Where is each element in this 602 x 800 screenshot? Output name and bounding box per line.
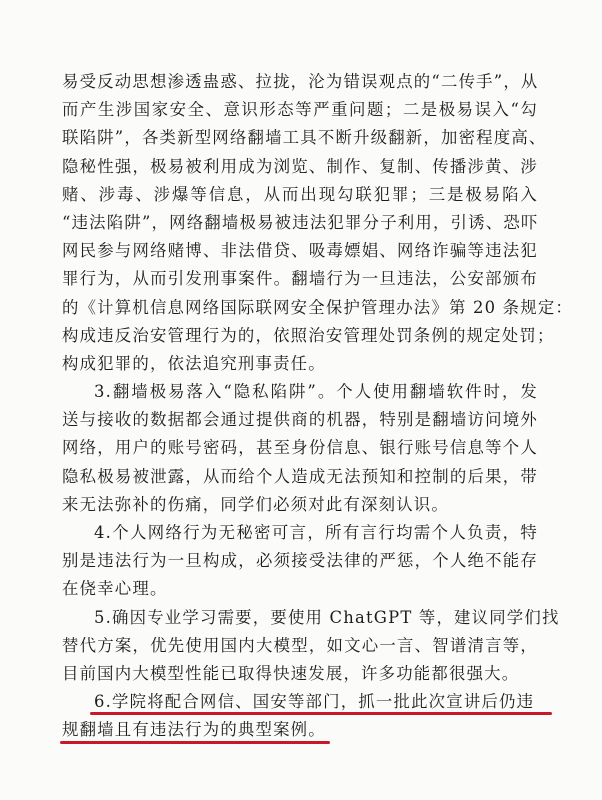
text-line: 替代方案，优先使用国内大模型，如文心一言、智谱清言等，: [62, 635, 538, 655]
item-5-first-line: 5.确因专业学习需要，要使用 ChatGPT 等，建议同学们找: [94, 607, 560, 627]
item-6-second-line: [62, 716, 538, 744]
item-4-first-line: 4.个人网络行为无秘密可言，所有言行均需个人负责，特: [94, 523, 538, 542]
item-6-first-line: [62, 688, 538, 716]
text-line: 赌、涉毒、涉爆等信息，从而出现勾联犯罪；三是极易陷入: [62, 184, 538, 204]
text-line: 而产生涉国家安全、意识形态等严重问题；二是极易误入“勾: [62, 100, 538, 120]
text-line: 隐秘性强，极易被利用成为浏览、制作、复制、传播涉黄、涉: [62, 156, 538, 176]
text-line: 的《计算机信息网络国际联网安全保护管理办法》第 20 条规定：: [62, 297, 574, 317]
text-line: 联陷阱”，各类新型网络翻墙工具不断升级翻新，加密程度高、: [62, 128, 547, 148]
text-line: 送与接收的数据都会通过提供商的机器，特别是翻墙访问境外: [62, 410, 538, 430]
text-line: 网民参与网络赌博、非法借贷、吸毒嫖娼、网络诈骗等违法犯: [62, 241, 538, 261]
item-3-first-line: 3.翻墙极易落入“隐私陷阱”。个人使用翻墙软件时，发: [94, 382, 538, 402]
text-line: 别是违法行为一旦构成，必须接受法律的严惩，个人绝不能存: [62, 551, 538, 571]
text-line: 来无法弥补的伤痛，同学们必须对此有深刻认识。: [62, 494, 449, 514]
text-line: 易受反动思想渗透蛊惑、拉拢，沦为错误观点的“二传手”，从: [62, 72, 539, 91]
text-line: “违法陷阱”，网络翻墙极易被违法犯罪分子利用，引诱、恐吓: [62, 212, 539, 232]
red-underline-highlight: 规翻墙且有违法行为的典型案例。: [62, 716, 326, 744]
text-line: 罪行为，从而引发刑事案件。翻墙行为一旦违法，公安部颁布: [62, 269, 538, 289]
text-line: 在侥幸心理。: [62, 579, 168, 599]
text-line: 目前国内大模型性能已取得快速发展，许多功能都很强大。: [62, 663, 520, 683]
document-body: [62, 68, 574, 745]
red-underline-highlight: 6.学院将配合网信、国安等部门，抓一批此次宣讲后仍违: [94, 688, 534, 716]
text-line: 隐私极易被泄露，从而给个人造成无法预知和控制的后果，带: [62, 466, 538, 486]
text-line: 网络，用户的账号密码，甚至身份信息、银行账号信息等个人: [62, 438, 538, 458]
text-line: 构成违反治安管理行为的，依照治安管理处罚条例的规定处罚；: [62, 325, 555, 345]
text-line: 构成犯罪的，依法追究刑事责任。: [62, 353, 326, 373]
